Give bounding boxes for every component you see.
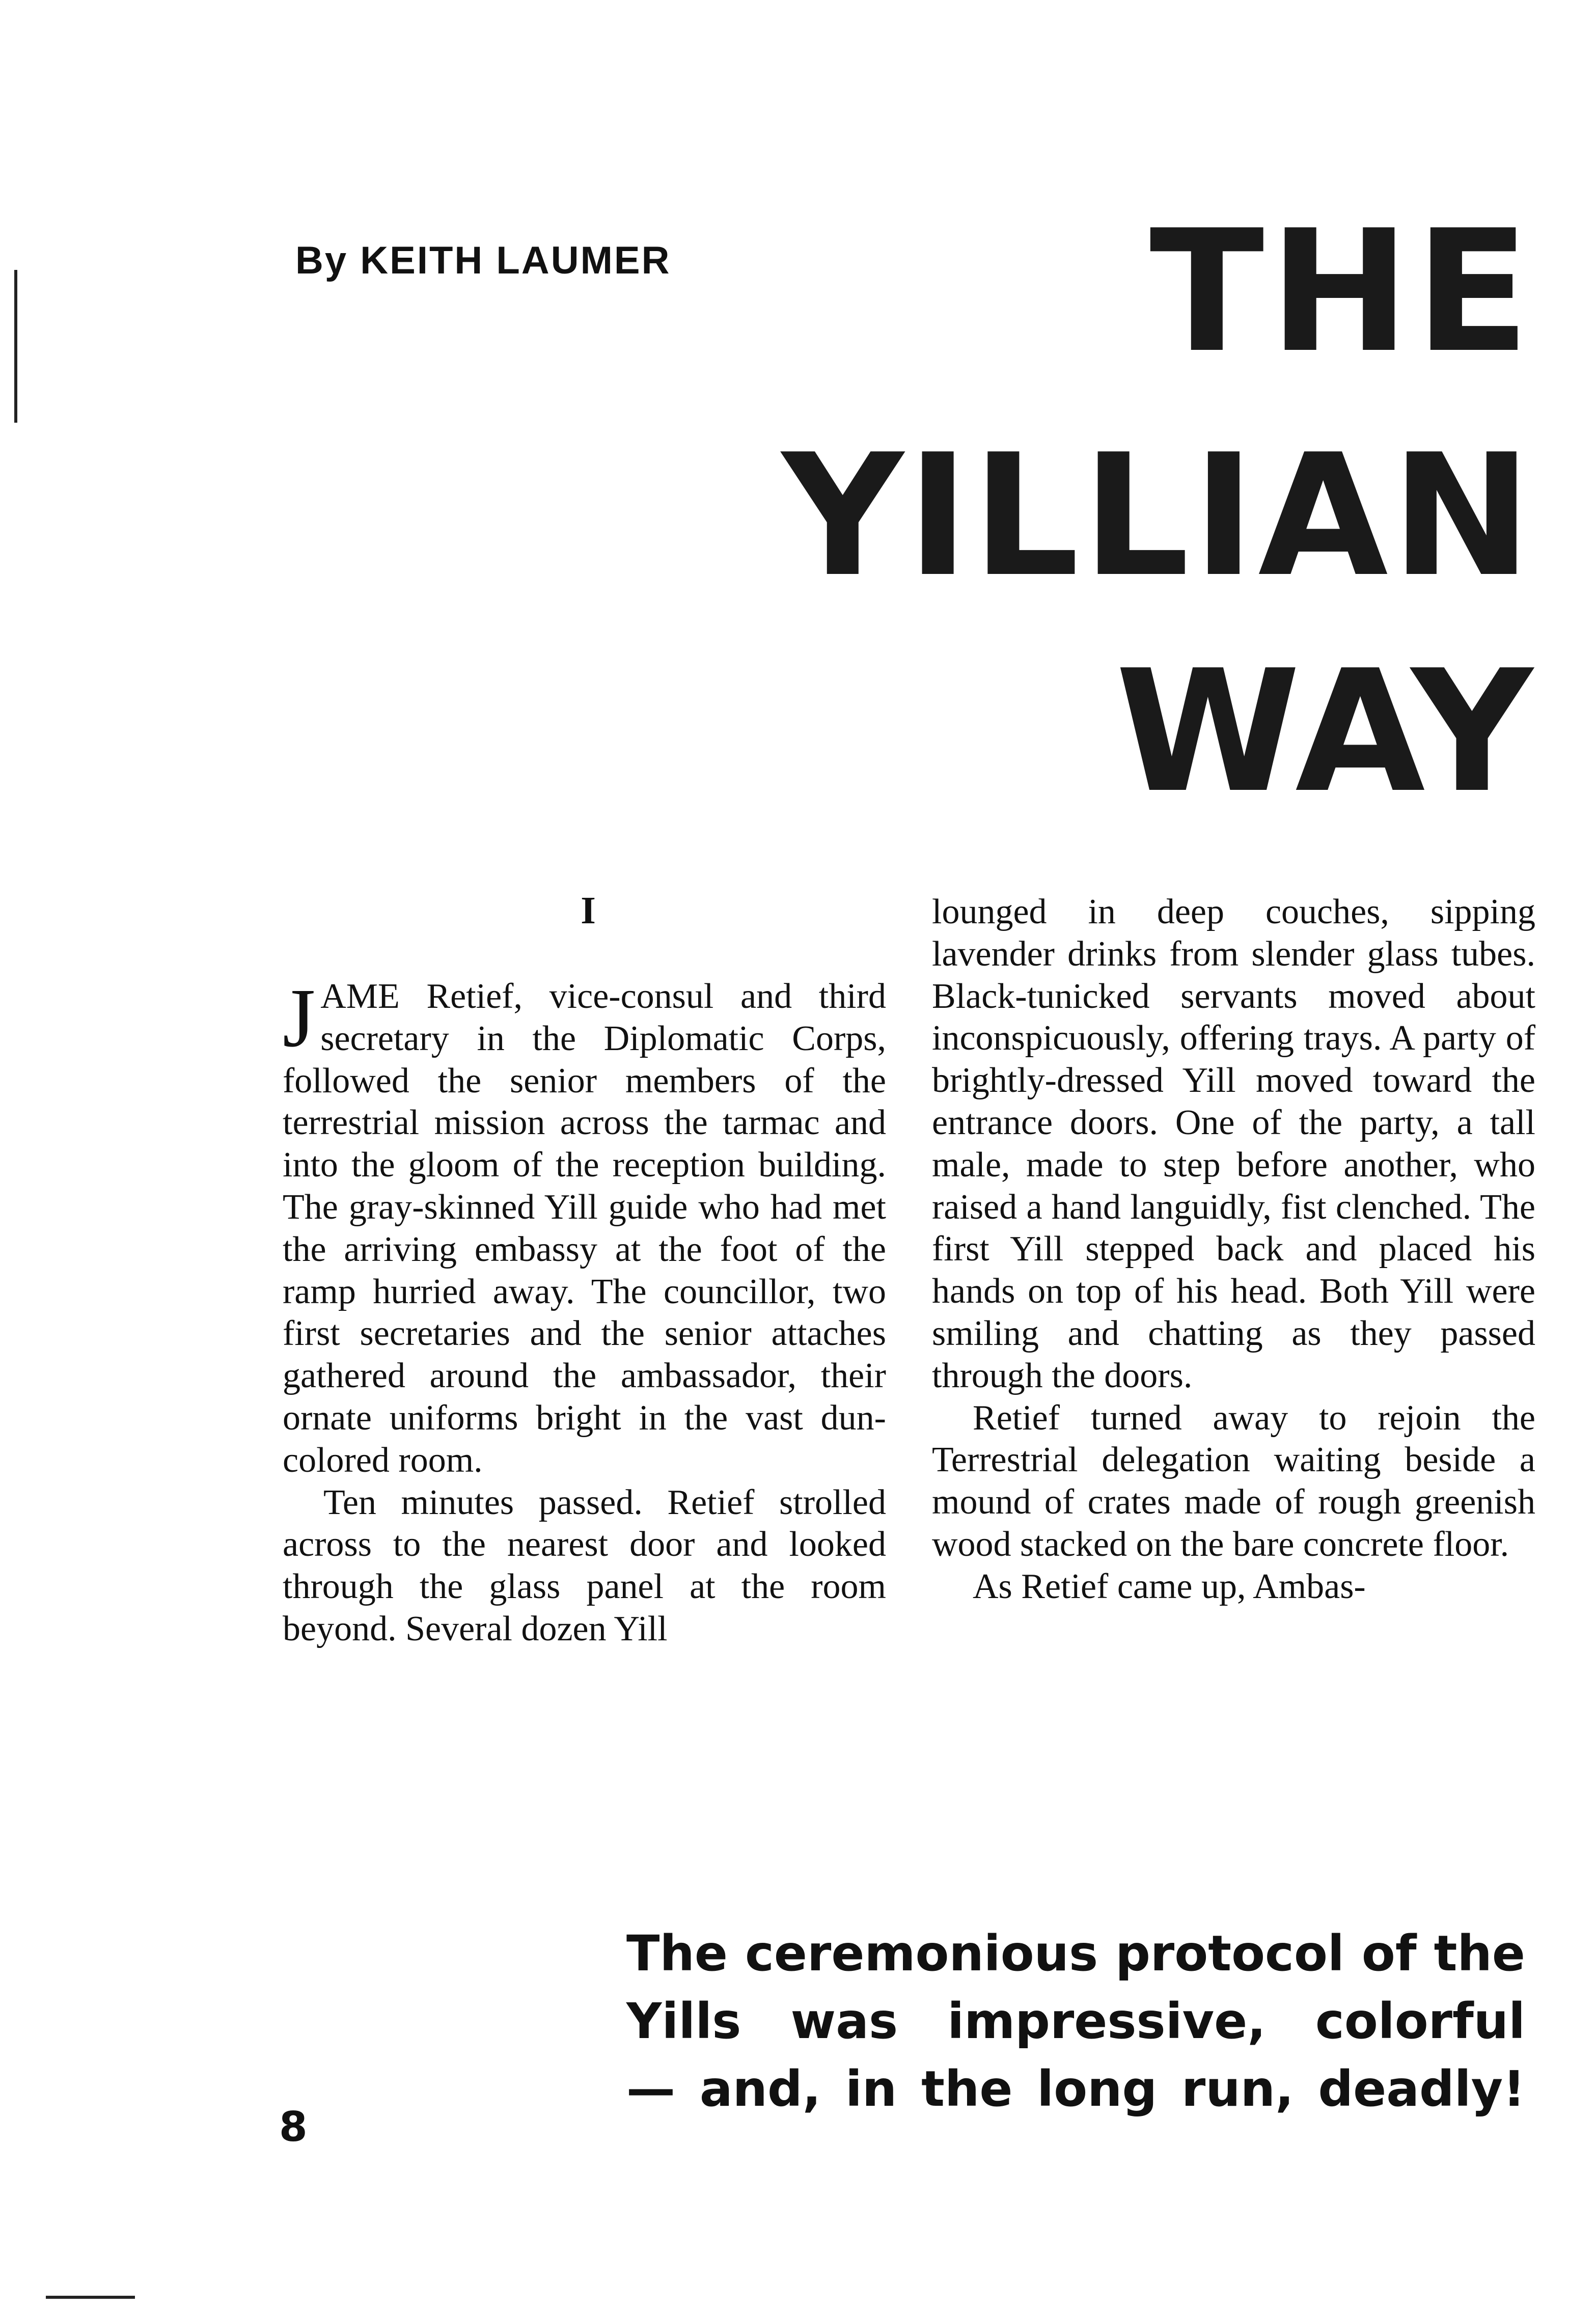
paragraph-4: Retief turned away to rejoin the Terrestrial delegation waiting beside a mound of crates made of rough greenish wood stacked on the bare concrete floor. bbox=[932, 1398, 1535, 1564]
blurb-line-1: The ceremonious protocol of the bbox=[626, 1925, 1525, 1982]
paragraph-2: Ten minutes passed. Retief strolled across to the nearest door and looked through the glass panel at the room beyond. Several dozen Yill bbox=[283, 1482, 886, 1648]
paragraph-5: As Retief came up, Ambas- bbox=[973, 1566, 1366, 1606]
drop-cap: J bbox=[283, 971, 316, 1064]
paragraph-1 bbox=[283, 971, 886, 1482]
bottom-rule bbox=[46, 2296, 135, 2299]
paragraph-3: lounged in deep couches, sipping lavender drinks from slender glass tubes. Black-tunicked servants moved about inconspicuously, offering trays. A party of brightly-dressed Yill moved toward the entrance doors. One of the party, a tall male, made to step before another, who raised a hand languidly, fist clenched. The first Yill stepped back and placed his hands on top of his head. Both Yill were smiling and chatting as they passed through the doors. bbox=[932, 892, 1535, 1395]
chapter-number: I bbox=[581, 889, 596, 932]
teaser-blurb bbox=[626, 1920, 1525, 2123]
left-column bbox=[283, 971, 886, 1651]
blurb-line-2: Yills was impressive, colorful bbox=[626, 1993, 1525, 2050]
blurb-line-3: — and, in the long run, deadly! bbox=[626, 2060, 1525, 2118]
title-line-1: THE bbox=[1149, 194, 1535, 390]
margin-rule bbox=[14, 270, 17, 423]
right-column bbox=[932, 891, 1535, 1608]
title-line-2: YILLIAN bbox=[782, 418, 1535, 614]
page-number: 8 bbox=[279, 2103, 308, 2151]
byline: By KEITH LAUMER bbox=[295, 239, 671, 282]
paragraph-1-text: AME Retief, vice-consul and third secretary in the Diplomatic Corps, followed the senior members of the terrestrial mission across the tarmac and into the gloom of the reception building. The gray-skinned Yill guide who had met the arriving embassy at the foot of the ramp hurried away. The councillor, two first secretaries and the senior attaches gathered around the ambassador, their ornate uniforms bright in the vast dun-colored room. bbox=[283, 977, 886, 1480]
title-line-3: WAY bbox=[1115, 634, 1535, 830]
